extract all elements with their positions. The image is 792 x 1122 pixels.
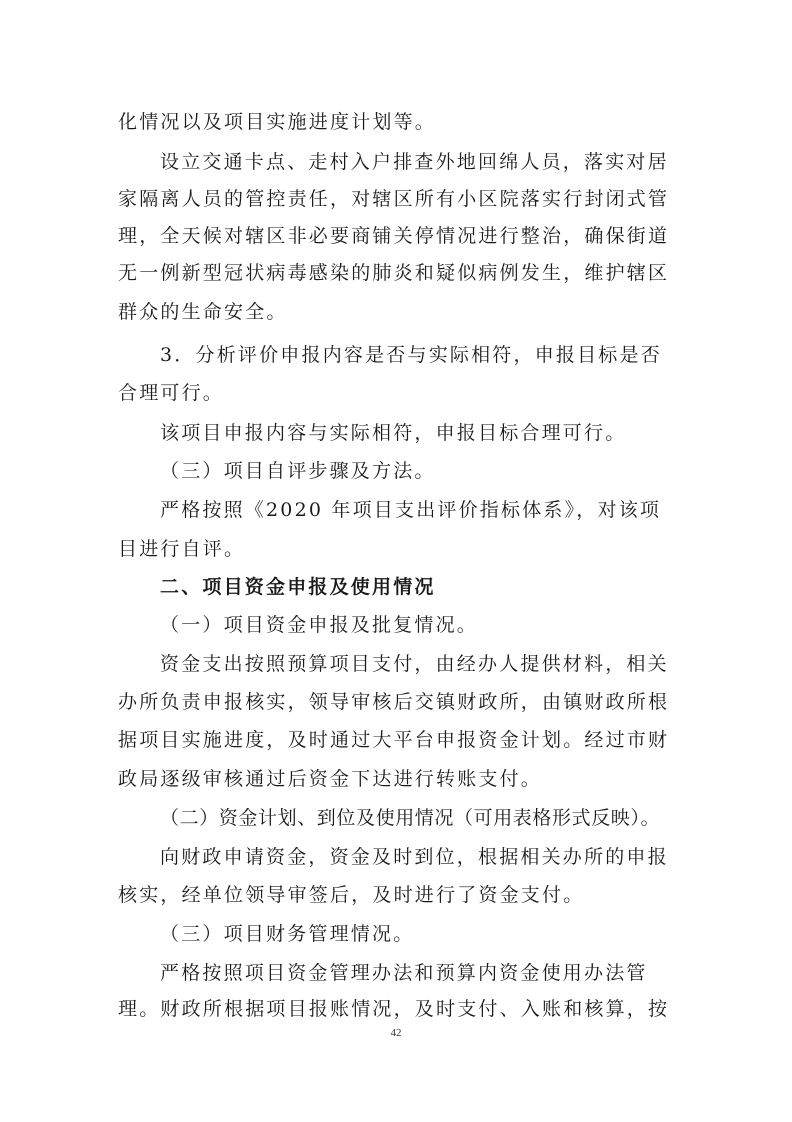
paragraph-line: 严格按照项目资金管理办法和预算内资金使用办法管: [160, 962, 648, 984]
paragraph-line: 群众的生命安全。: [118, 301, 288, 323]
paragraph-line: 据项目实施进度，及时通过大平台申报资金计划。经过市财: [118, 729, 670, 751]
paragraph-line: 理。财政所根据项目报账情况，及时支付、入账和核算，按: [118, 998, 670, 1020]
paragraph-line: 该项目申报内容与实际相符，申报目标合理可行。: [160, 422, 627, 444]
paragraph-line: 3．分析评价申报内容是否与实际相符，申报目标是否: [160, 344, 662, 366]
paragraph-line: 办所负责申报核实，领导审核后交镇财政所，由镇财政所根: [118, 691, 670, 713]
paragraph-line: 政局逐级审核通过后资金下达进行转账支付。: [118, 768, 543, 790]
paragraph-line: 合理可行。: [118, 382, 225, 404]
paragraph-line: 设立交通卡点、走村入户排查外地回绵人员，落实对居: [160, 151, 669, 173]
chapter-heading: 二、项目资金申报及使用情况: [160, 576, 436, 598]
paragraph-line: 向财政申请资金，资金及时到位，根据相关办所的申报: [160, 846, 669, 868]
paragraph-line: 家隔离人员的管控责任，对辖区所有小区院落实行封闭式管: [118, 188, 670, 210]
paragraph-line: 理，全天候对辖区非必要商铺关停情况进行整治，确保街道: [118, 225, 670, 247]
section-heading: （三）项目自评步骤及方法。: [160, 460, 436, 482]
section-heading: （一）项目资金申报及批复情况。: [160, 614, 479, 636]
section-heading: （二）资金计划、到位及使用情况（可用表格形式反映）。: [160, 807, 661, 829]
paragraph-line: 核实，经单位领导审签后，及时进行了资金支付。: [118, 884, 585, 906]
section-heading: （三）项目财务管理情况。: [160, 923, 415, 945]
page-number: 42: [390, 1027, 402, 1039]
paragraph-line: 目进行自评。: [118, 538, 246, 560]
paragraph-line: 严格按照《2020 年项目支出评价指标体系》，对该项: [160, 499, 662, 521]
paragraph-line: 化情况以及项目实施进度计划等。: [118, 111, 437, 133]
paragraph-line: 无一例新型冠状病毒感染的肺炎和疑似病例发生，维护辖区: [118, 262, 670, 284]
paragraph-line: 资金支出按照预算项目支付，由经办人提供材料，相关: [160, 653, 669, 675]
